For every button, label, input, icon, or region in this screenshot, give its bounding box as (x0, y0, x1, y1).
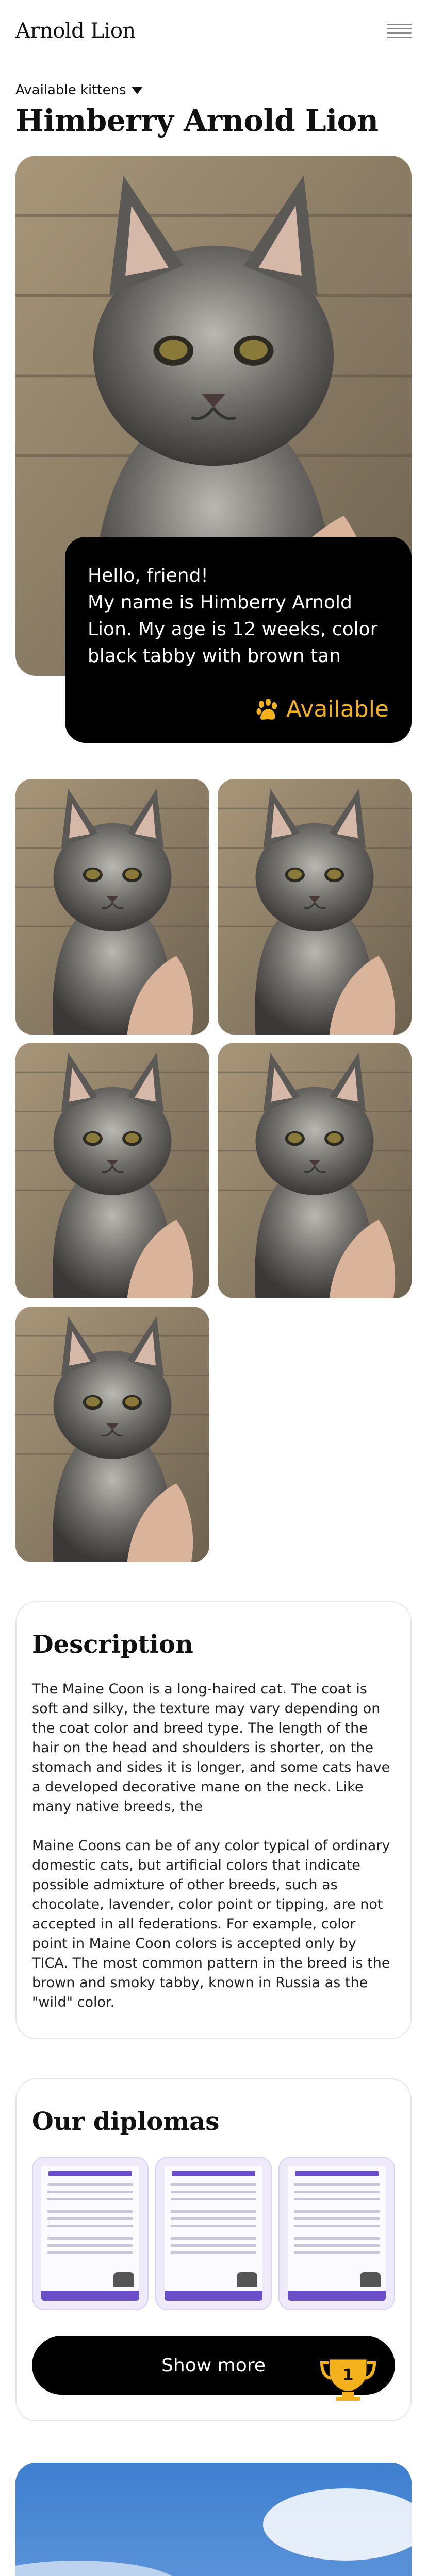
diploma-list (32, 2157, 395, 2310)
gallery-photo[interactable] (15, 1043, 209, 1298)
show-more-button[interactable] (32, 2336, 395, 2395)
description-card (15, 1601, 412, 2039)
diploma-thumbnail[interactable] (278, 2157, 395, 2310)
category-label: Available kittens (15, 82, 126, 98)
photo-gallery (15, 779, 412, 1562)
caret-down-icon (132, 87, 143, 94)
gallery-photo[interactable] (218, 1043, 412, 1298)
intro-card (65, 537, 412, 743)
description-paragraph: Maine Coons can be of any color typical of ordinary domestic cats, but artificial colors that indicate possible admixture of other breeds, such as chocolate, lavender, color point or tipping, are not accepted in all federations. For example, color point in Maine Coon colors is accepted only by TICA. The most common pattern in the breed is the brown and smoky tabby, known in Russia as the "wild" color. (32, 1838, 390, 2010)
paw-icon (255, 698, 279, 721)
diplomas-heading: Our diplomas (32, 2107, 220, 2136)
logo[interactable]: Arnold Lion (15, 19, 136, 43)
trophy-icon (320, 2355, 376, 2402)
gallery-photo[interactable] (15, 779, 209, 1035)
owner-photo (15, 2463, 412, 2576)
hero (15, 156, 412, 722)
site-header (0, 0, 427, 62)
diploma-thumbnail[interactable] (155, 2157, 272, 2310)
page-title: Himberry Arnold Lion (15, 103, 379, 138)
diploma-thumbnail[interactable] (32, 2157, 149, 2310)
hamburger-icon[interactable] (387, 21, 412, 41)
svg-text:1: 1 (342, 2366, 354, 2384)
show-more-label: Show more (161, 2354, 266, 2376)
category-dropdown[interactable] (0, 82, 427, 98)
diplomas-card (15, 2078, 412, 2421)
description-paragraph: The Maine Coon is a long-haired cat. The coat is soft and silky, the texture may vary depending on the coat color and breed type. The length of the hair on the head and shoulders is shorter, on the stomach and sides it is longer, and some cats have a developed decorative mane on the neck. Like many native breeds, the (32, 1681, 390, 1815)
status-badge (255, 696, 389, 722)
status-text: Available (286, 696, 389, 722)
intro-text: My name is Himberry Arnold Lion. My age is 12 weeks, color black tabby with brown tan (88, 592, 378, 667)
gallery-photo[interactable] (15, 1307, 209, 1562)
gallery-photo[interactable] (218, 779, 412, 1035)
greeting: Hello, friend! (88, 565, 208, 586)
contacts-card (15, 2463, 412, 2576)
description-heading: Description (32, 1630, 193, 1659)
